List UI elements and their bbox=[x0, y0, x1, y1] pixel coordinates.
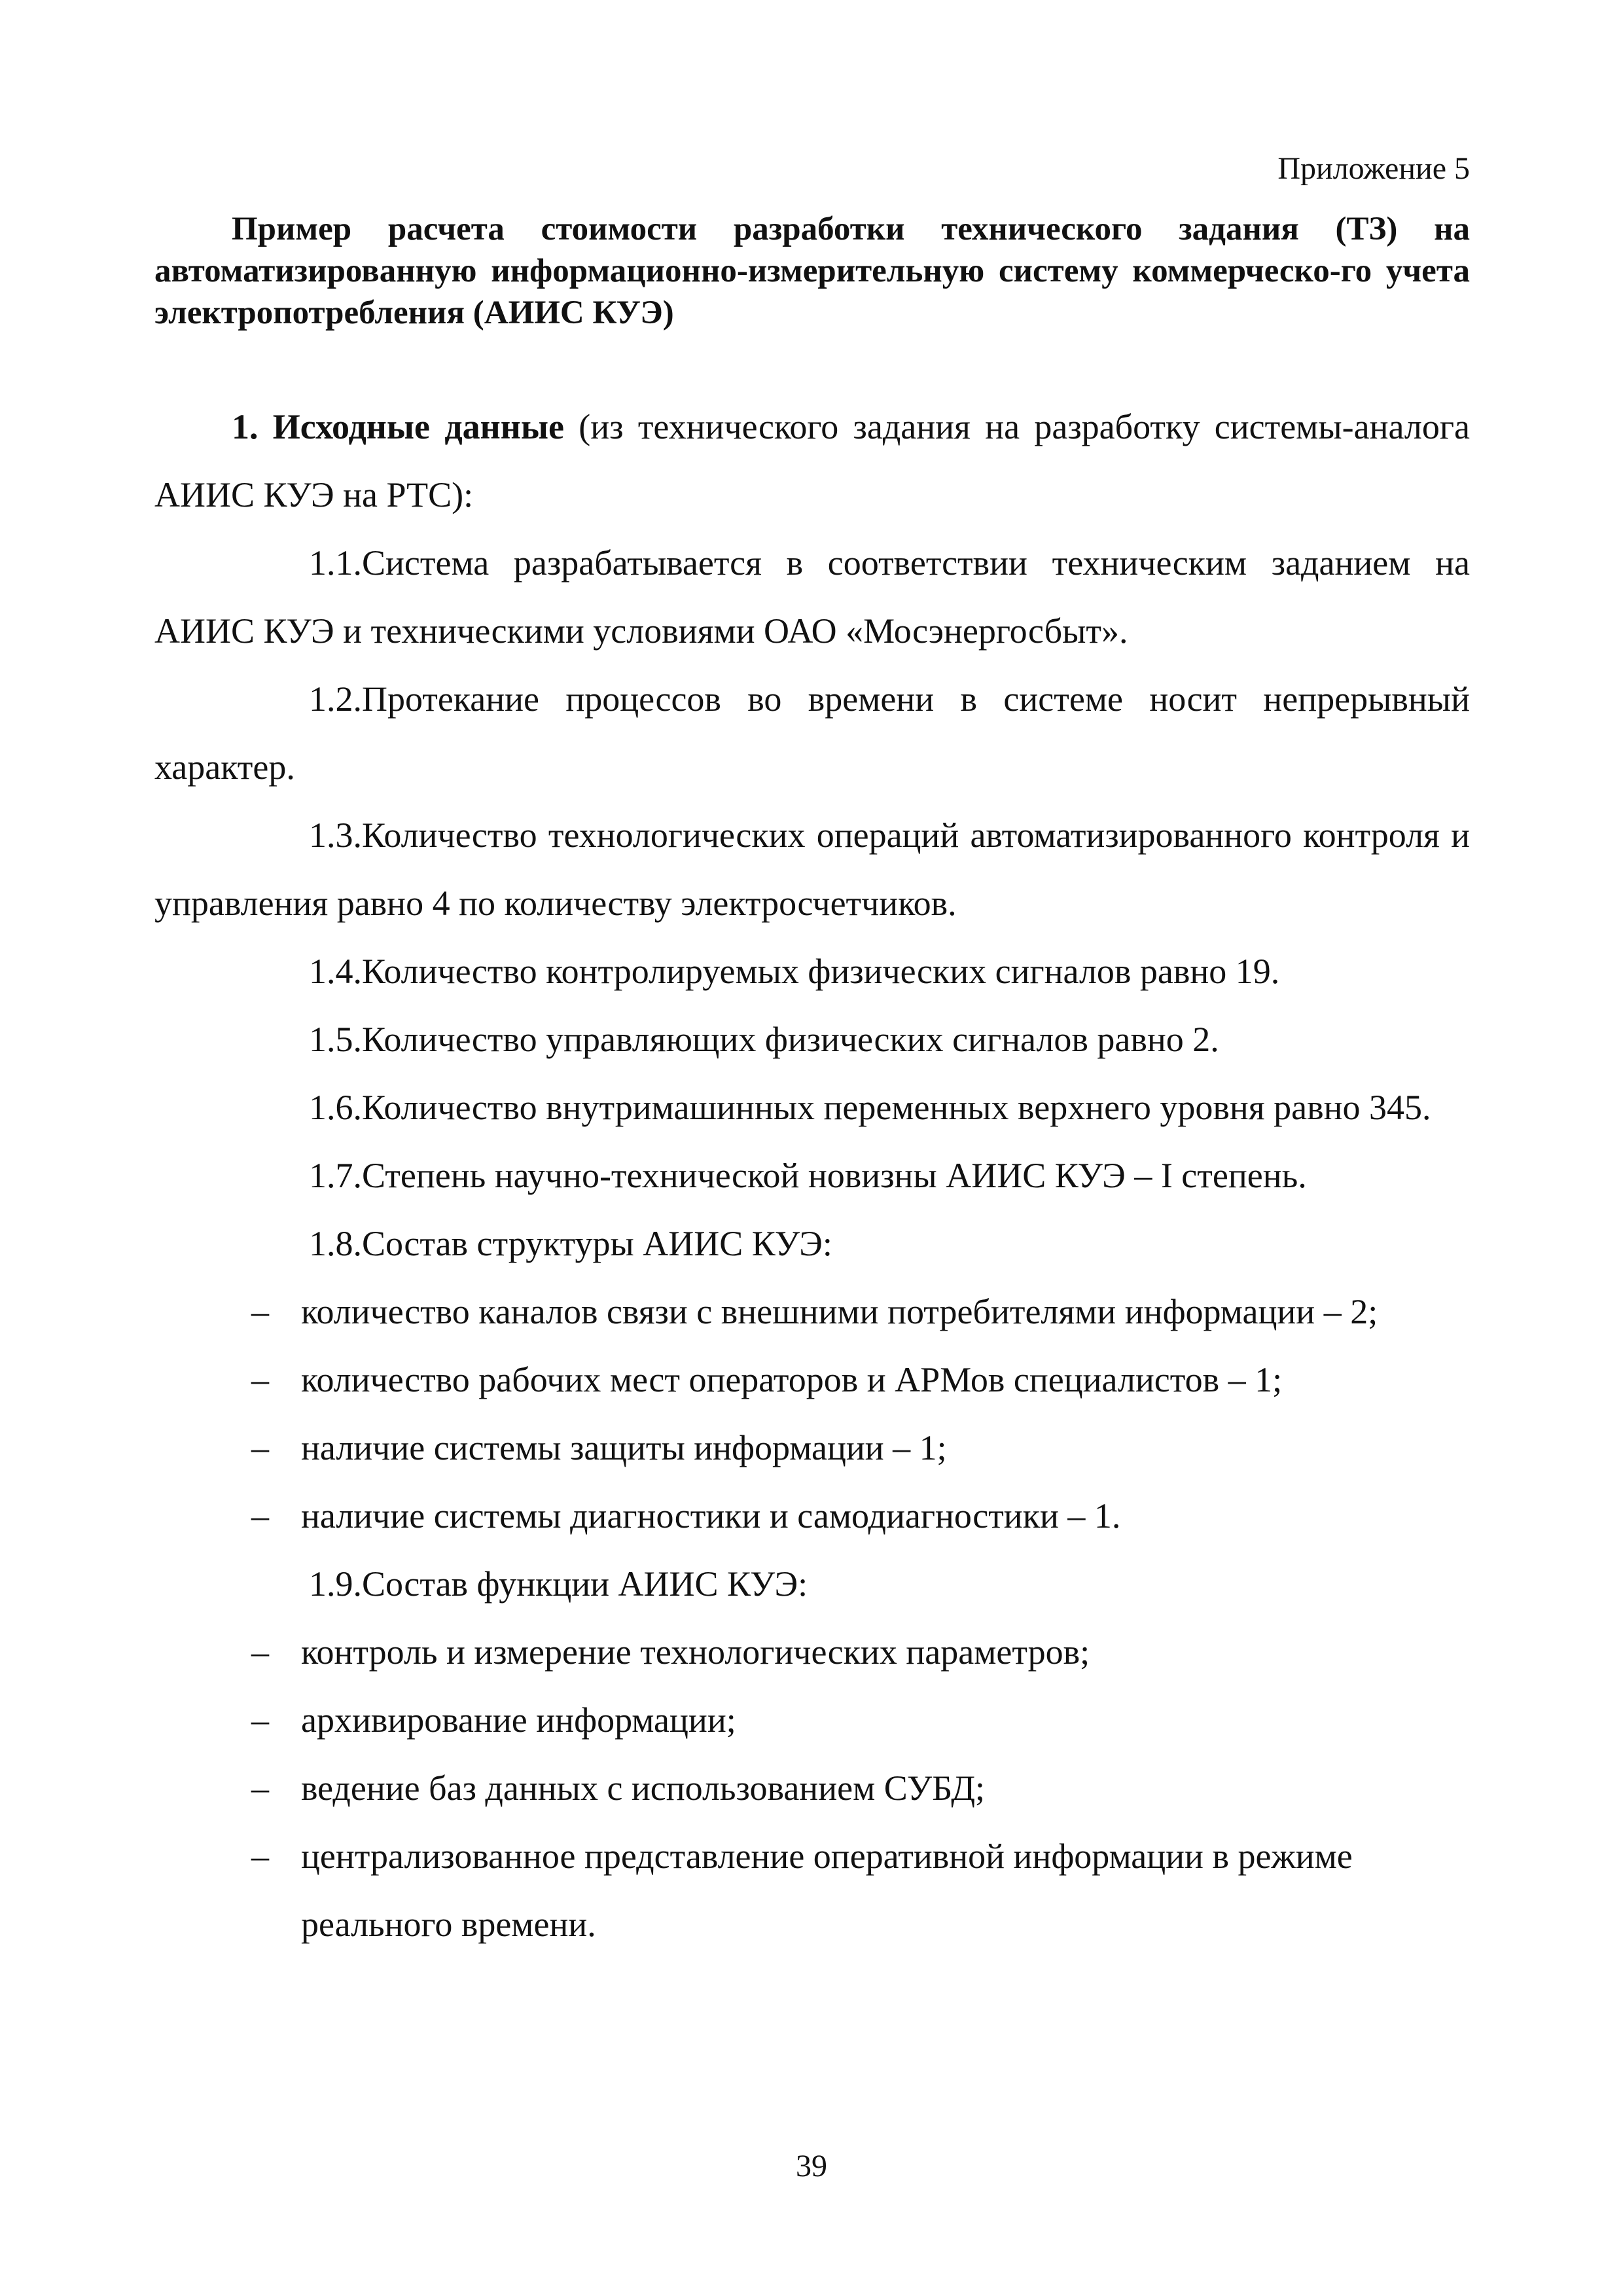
item-1-2 bbox=[154, 665, 1470, 801]
functions-list-item bbox=[154, 1618, 1470, 1686]
item-number: 1.4. bbox=[309, 952, 362, 991]
item-text: Система разрабатывается в соответствии техническим заданием на АИИС КУЭ и техническими условиями ОАО «Мосэнергосбыт». bbox=[154, 543, 1470, 651]
item-1-7 bbox=[154, 1141, 1470, 1210]
item-text: Количество технологических операций автоматизированного контроля и управления равно 4 по количеству электросчетчиков. bbox=[154, 816, 1470, 923]
functions-list-item bbox=[154, 1822, 1470, 1958]
list-item-text: наличие системы диагностики и самодиагностики – 1. bbox=[301, 1496, 1121, 1535]
structure-list-item bbox=[154, 1346, 1470, 1414]
item-text: Протекание процессов во времени в системе носит непрерывный характер. bbox=[154, 679, 1470, 787]
structure-list-item bbox=[154, 1278, 1470, 1346]
section-1-heading-rest: (из технического задания на разработку системы-аналога АИИС КУЭ на РТС): bbox=[154, 407, 1470, 514]
list-item-text: ведение баз данных с использованием СУБД; bbox=[301, 1768, 986, 1808]
dash-bullet: – bbox=[251, 1292, 269, 1331]
item-1-3 bbox=[154, 801, 1470, 937]
document-title: Пример расчета стоимости разработки технического задания (ТЗ) на автоматизированную информационно-измерительную систему коммерческо-го учета электропотребления (АИИС КУЭ) bbox=[154, 211, 1470, 331]
item-1-1 bbox=[154, 529, 1470, 665]
item-number: 1.2. bbox=[309, 679, 362, 719]
item-number: 1.6. bbox=[309, 1088, 362, 1127]
item-text: Количество внутримашинных переменных верхнего уровня равно 345. bbox=[362, 1088, 1431, 1127]
dash-bullet: – bbox=[251, 1360, 269, 1399]
list-item-text: наличие системы защиты информации – 1; bbox=[301, 1428, 947, 1467]
dash-bullet: – bbox=[251, 1700, 269, 1740]
section-1-heading-bold: 1. Исходные данные bbox=[232, 407, 564, 446]
dash-bullet: – bbox=[251, 1837, 269, 1876]
item-text: Степень научно-технической новизны АИИС КУЭ – I степень. bbox=[362, 1156, 1307, 1195]
document-body bbox=[154, 393, 1470, 1958]
section-1-heading bbox=[154, 393, 1470, 529]
item-1-5 bbox=[154, 1005, 1470, 1073]
appendix-label: Приложение 5 bbox=[1277, 151, 1470, 186]
item-number: 1.5. bbox=[309, 1020, 362, 1059]
item-number: 1.9. bbox=[309, 1564, 362, 1604]
item-1-4 bbox=[154, 937, 1470, 1005]
dash-bullet: – bbox=[251, 1632, 269, 1672]
list-item-text: архивирование информации; bbox=[301, 1700, 736, 1740]
item-number: 1.1. bbox=[309, 543, 362, 583]
dash-bullet: – bbox=[251, 1768, 269, 1808]
item-number: 1.3. bbox=[309, 816, 362, 855]
page-number: 39 bbox=[796, 2149, 827, 2183]
list-item-text: количество рабочих мест операторов и АРМов специалистов – 1; bbox=[301, 1360, 1283, 1399]
item-text: Состав функции АИИС КУЭ: bbox=[362, 1564, 808, 1604]
structure-list-item bbox=[154, 1414, 1470, 1482]
item-text: Количество контролируемых физических сигналов равно 19. bbox=[362, 952, 1280, 991]
dash-bullet: – bbox=[251, 1428, 269, 1467]
dash-bullet: – bbox=[251, 1496, 269, 1535]
item-number: 1.7. bbox=[309, 1156, 362, 1195]
item-1-8 bbox=[154, 1210, 1470, 1278]
structure-list-item bbox=[154, 1482, 1470, 1550]
item-text: Количество управляющих физических сигналов равно 2. bbox=[362, 1020, 1219, 1059]
item-number: 1.8. bbox=[309, 1224, 362, 1263]
item-text: Состав структуры АИИС КУЭ: bbox=[362, 1224, 832, 1263]
item-1-9 bbox=[154, 1550, 1470, 1618]
functions-list-item bbox=[154, 1754, 1470, 1822]
functions-list-item bbox=[154, 1686, 1470, 1754]
item-1-6 bbox=[154, 1073, 1470, 1141]
list-item-text: количество каналов связи с внешними потребителями информации – 2; bbox=[301, 1292, 1378, 1331]
list-item-text: контроль и измерение технологических параметров; bbox=[301, 1632, 1090, 1672]
list-item-text: централизованное представление оперативной информации в режиме реального времени. bbox=[301, 1837, 1353, 1944]
